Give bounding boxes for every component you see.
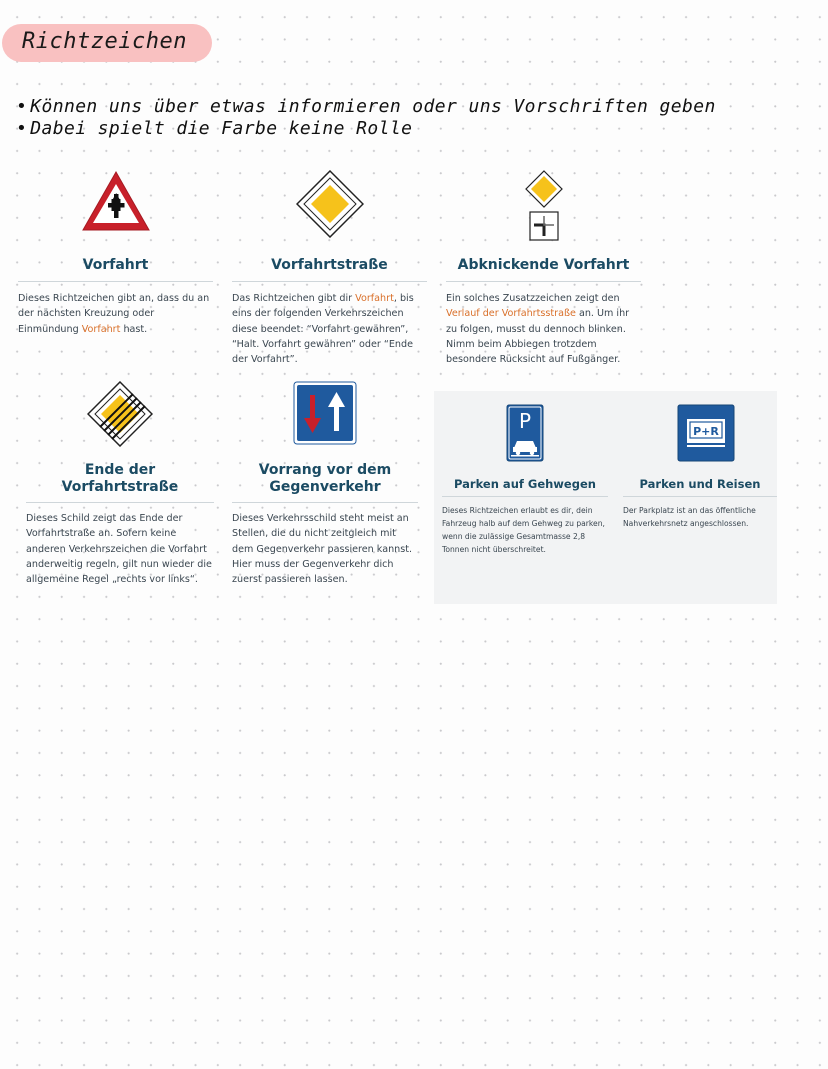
priority-crossing-sign-icon (80, 169, 152, 233)
highlight-term: Verlauf der Vorfahrtsstraße (446, 308, 576, 320)
card-title: Parken und Reisen (639, 477, 761, 491)
card-text: Dieses Verkehrsschild steht meist an Stellen, die du nicht zeitgleich mit dem Gegenverkehr passieren kannst. Hier muss der Gegenverkehr dich zuerst passieren lassen. (232, 513, 413, 586)
divider (232, 281, 427, 282)
sign-letter: P (518, 409, 532, 433)
bullet-item: • Können uns über etwas informieren oder uns Vorschriften geben (16, 96, 716, 118)
card-text: Dieses Richtzeichen gibt an, dass du an der nächsten Kreuzung oder Einmündung Vorfahrt hast. (18, 293, 210, 335)
card-vorrang-gegenverkehr (232, 378, 418, 598)
park-and-ride-sign-icon (677, 404, 735, 462)
card-title: Ende der Vorfahrtstraße (61, 462, 179, 495)
card-parken-gehwegen (442, 404, 608, 594)
card-text: Dieses Richtzeichen erlaubt es dir, dein Fahrzeug halb auf dem Gehweg zu parken, wenn die zulässige Gesamtmasse 2,8 Tonnen nicht überschreitet. (442, 506, 605, 554)
bullet-item: • Dabei spielt die Farbe keine Rolle (16, 118, 716, 140)
page-title: Richtzeichen (22, 29, 187, 54)
card-abknickende-vorfahrt (446, 165, 641, 375)
highlight-term: Vorfahrt (81, 323, 121, 335)
card-vorfahrtstrasse (232, 165, 427, 365)
card-text: Der Parkplatz ist an das öffentliche Nahverkehrsnetz angeschlossen. (623, 506, 756, 528)
card-ende-vorfahrtstrasse (26, 378, 214, 598)
divider (446, 281, 641, 282)
card-parken-reisen (623, 404, 777, 594)
parking-on-sidewalk-sign-icon (506, 404, 544, 462)
end-priority-road-sign-icon (87, 381, 153, 447)
card-title: Abknickende Vorfahrt (457, 257, 630, 273)
priority-over-oncoming-sign-icon (293, 381, 357, 445)
divider (232, 502, 418, 503)
divider (26, 502, 214, 503)
sign-text: P+R (693, 425, 719, 438)
divider (442, 496, 608, 497)
card-text: Dieses Schild zeigt das Ende der Vorfahrtstraße an. Sofern keine anderen Verkehrszeichen die Vorfahrt anderweitig regeln, gilt nun wieder die allgemeine Regel „rechts vor links“. (26, 513, 212, 586)
card-title: Vorfahrtstraße (271, 257, 388, 273)
highlight-term: Vorfahrt (355, 293, 394, 304)
card-text: Ein solches Zusatzzeichen zeigt den Verlauf der Vorfahrtsstraße an. Um ihr zu folgen, musst du dennoch blinken. Nimm beim Abbiegen trotzdem besondere Rücksicht auf Fußgänger. (446, 293, 630, 366)
card-title: Vorfahrt (82, 257, 149, 273)
card-title: Vorrang vor dem Gegenverkehr (258, 462, 392, 495)
bent-priority-road-sign-icon (524, 170, 564, 246)
card-vorfahrt (18, 165, 213, 345)
divider (18, 281, 213, 282)
card-text: Das Richtzeichen gibt dir Vorfahrt, bis eins der folgenden Verkehrszeichen diese beendet: “Vorfahrt gewähren”, “Halt. Vorfahrt gewähren” oder “Ende der Vorfahrt”. (232, 293, 414, 366)
priority-road-sign-icon (296, 170, 364, 238)
card-title: Parken auf Gehwegen (454, 477, 596, 491)
bullet-list (16, 96, 716, 140)
divider (623, 496, 777, 497)
